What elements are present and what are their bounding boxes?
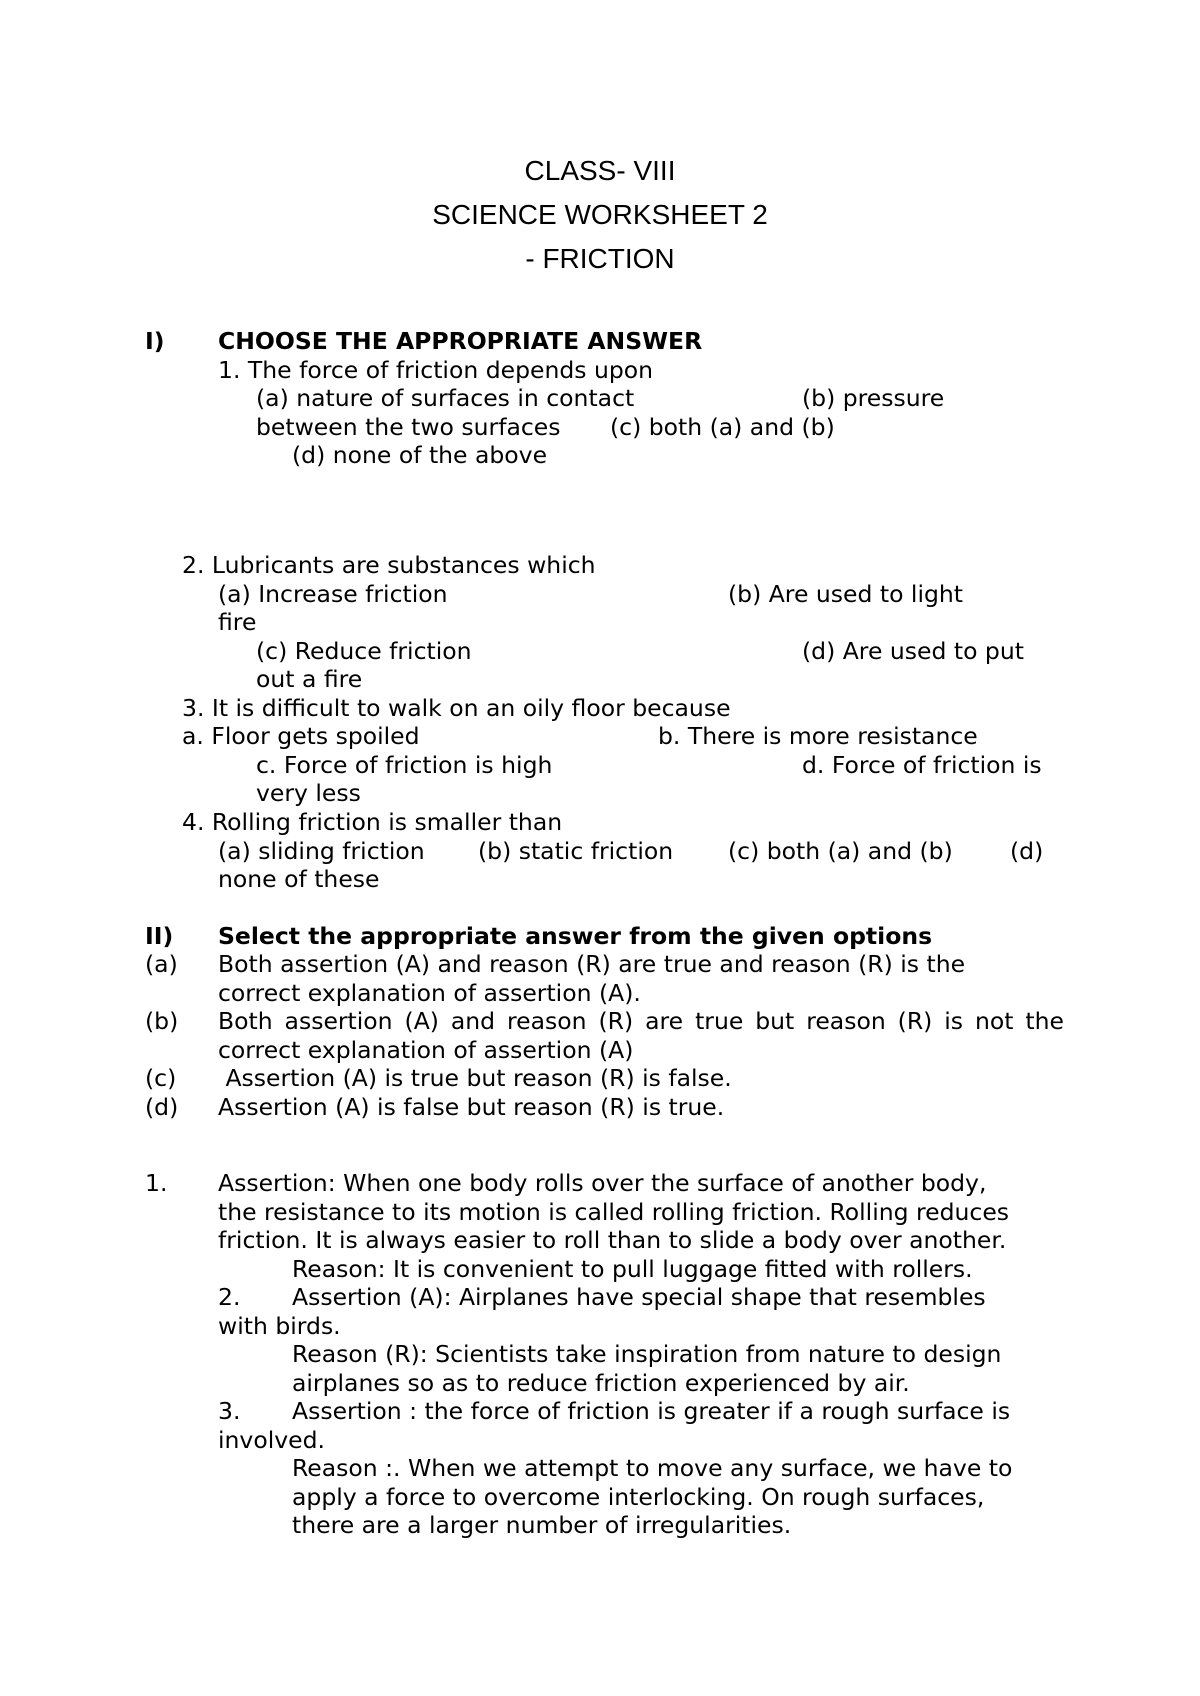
ar-item-2-assertion-line2: with birds. [218,1312,341,1340]
q2-stem: 2. Lubricants are substances which [182,551,596,579]
q2-option-a: (a) Increase friction [218,580,448,608]
legend-label-d: (d) [145,1093,179,1121]
q4-option-c: (c) both (a) and (b) [728,837,953,865]
ar-item-3-reason-line2: apply a force to overcome interlocking. On rough surfaces, [292,1483,985,1511]
legend-a-line1: Both assertion (A) and reason (R) are true and reason (R) is the [218,950,966,978]
q1-option-c: (c) both (a) and (b) [610,413,835,441]
q1-option-b: (b) pressure [802,384,945,412]
q2-option-b: (b) Are used to light [728,580,963,608]
section-2-numeral: II) [145,922,174,950]
section-1-heading: CHOOSE THE APPROPRIATE ANSWER [218,327,703,355]
q1-option-d: (d) none of the above [292,441,548,469]
legend-b-line2: correct explanation of assertion (A) [218,1036,634,1064]
legend-b-line1: Both assertion (A) and reason (R) are true but reason (R) is not the [218,1007,1064,1035]
ar-item-3-assertion-line1: Assertion : the force of friction is greater if a rough surface is [292,1397,1011,1425]
ar-item-1-reason: Reason: It is convenient to pull luggage fitted with rollers. [292,1255,973,1283]
q4-stem: 4. Rolling friction is smaller than [182,808,563,836]
ar-item-2-number: 2. [218,1283,241,1311]
q3-option-d-cont: very less [256,779,361,807]
legend-d-line1: Assertion (A) is false but reason (R) is true. [218,1093,725,1121]
q2-option-c: (c) Reduce friction [256,637,472,665]
q2-option-d: (d) Are used to put [802,637,1024,665]
q1-stem: 1. The force of friction depends upon [218,356,654,384]
q3-option-b: b. There is more resistance [658,722,978,750]
ar-item-1-number: 1. [145,1169,168,1197]
q2-option-b-cont: fire [218,608,257,636]
worksheet-title: SCIENCE WORKSHEET 2 [432,199,768,230]
ar-item-3-number: 3. [218,1397,241,1425]
q1-option-b-cont: between the two surfaces [256,413,561,441]
q3-stem: 3. It is difficult to walk on an oily floor because [182,694,731,722]
ar-item-1-assertion-line3: friction. It is always easier to roll than to slide a body over another. [218,1226,1007,1254]
section-1-numeral: I) [145,327,165,355]
ar-item-1-assertion-line1: Assertion: When one body rolls over the surface of another body, [218,1169,987,1197]
ar-item-3-reason-line1: Reason :. When we attempt to move any surface, we have to [292,1454,1013,1482]
q1-option-a: (a) nature of surfaces in contact [256,384,635,412]
ar-item-1-assertion-line2: the resistance to its motion is called rolling friction. Rolling reduces [218,1198,1010,1226]
ar-item-2-reason-line2: airplanes so as to reduce friction experienced by air. [292,1369,910,1397]
ar-item-2-reason-line1: Reason (R): Scientists take inspiration from nature to design [292,1340,1002,1368]
legend-a-line2: correct explanation of assertion (A). [218,979,641,1007]
q4-option-b: (b) static friction [478,837,674,865]
q2-option-d-cont: out a fire [256,665,363,693]
q4-option-a: (a) sliding friction [218,837,425,865]
q4-option-d: (d) [1010,837,1044,865]
section-2-heading: Select the appropriate answer from the given options [218,922,933,950]
ar-item-2-assertion-line1: Assertion (A): Airplanes have special shape that resembles [292,1283,986,1311]
legend-label-a: (a) [145,950,178,978]
q4-option-d-cont: none of these [218,865,380,893]
legend-label-b: (b) [145,1007,179,1035]
q3-option-c: c. Force of friction is high [256,751,553,779]
class-title: CLASS- VIII [524,155,676,186]
legend-label-c: (c) [145,1064,177,1092]
q3-option-d: d. Force of friction is [802,751,1042,779]
ar-item-3-reason-line3: there are a larger number of irregularities. [292,1511,792,1539]
legend-c-line1: Assertion (A) is true but reason (R) is false. [218,1064,732,1092]
ar-item-3-assertion-line2: involved. [218,1426,325,1454]
q3-option-a: a. Floor gets spoiled [182,722,420,750]
topic-title: - FRICTION [525,243,675,274]
